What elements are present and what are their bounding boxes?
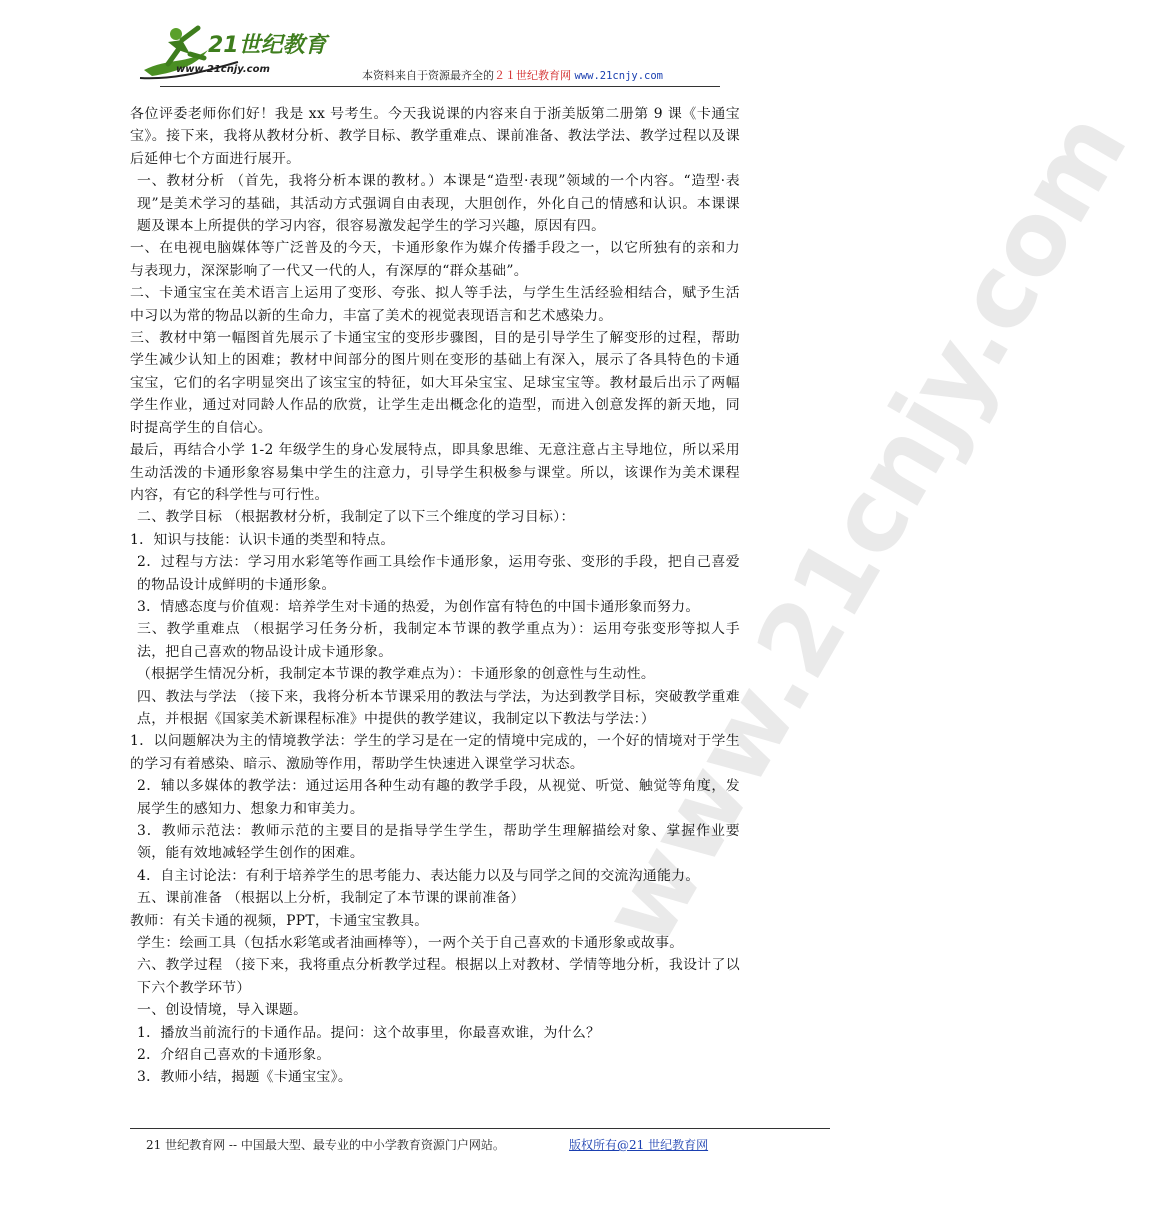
list-item: 1．知识与技能：认识卡通的类型和特点。 xyxy=(130,531,395,548)
subsection-heading: 一、创设情境，导入课题。 xyxy=(137,1002,308,1019)
header-divider xyxy=(160,86,720,87)
paragraph: 最后，再结合小学 1-2 年级学生的身心发展特点，即具象思维、无意注意占主导地位，所以采用生动活泼的卡通形象容易集中学生的注意力，引导学生积极参与课堂。所以，该课作为美术课程内容，有它的科学性与可行性。 xyxy=(130,442,740,503)
document-body xyxy=(130,103,740,1089)
paragraph: 一、在电视电脑媒体等广泛普及的今天，卡通形象作为媒介传播手段之一，以它所独有的亲和力与表现力，深深影响了一代又一代的人，有深厚的“群众基础”。 xyxy=(130,240,740,279)
header-source-note xyxy=(362,67,663,83)
source-note-prefix: 本资料来自于资源最齐全的 xyxy=(362,69,494,82)
list-item: 2．过程与方法：学习用水彩笔等作画工具绘作卡通形象，运用夸张、变形的手段，把自己喜爱的物品设计成鲜明的卡通形象。 xyxy=(137,554,740,593)
paragraph: 教师：有关卡通的视频，PPT，卡通宝宝教具。 xyxy=(130,912,429,929)
section-heading-paragraph: 一、教材分析 （首先，我将分析本课的教材。）本课是“造型·表现”领域的一个内容。“造型·表现”是美术学习的基础，其活动方式强调自由表现，大胆创作，外化自己的情感和认识。本课课题及课本上所提供的学习内容，很容易激发起学生的学习兴趣，原因有四。 xyxy=(137,173,740,235)
page-header xyxy=(0,0,860,90)
paragraph: 三、教材中第一幅图首先展示了卡通宝宝的变形步骤图，目的是引导学生了解变形的过程，帮助学生减少认知上的困难；教材中间部分的图片则在变形的基础上有深入，展示了各具特色的卡通宝宝，它们的名字明显突出了该宝宝的特征，如大耳朵宝宝、足球宝宝等。教材最后出示了两幅学生作业，通过对同龄人作品的欣赏，让学生走出概念化的造型，而进入创意发挥的新天地，同时提高学生的自信心。 xyxy=(130,330,740,436)
section-heading-paragraph: 二、教学目标 （根据教材分析，我制定了以下三个维度的学习目标）： xyxy=(137,509,575,526)
list-item: 1．播放当前流行的卡通作品。提问：这个故事里，你最喜欢谁，为什么？ xyxy=(137,1024,601,1041)
list-item: 2．辅以多媒体的教学法：通过运用各种生动有趣的教学手段，从视觉、听觉、触觉等角度，发展学生的感知力、想象力和审美力。 xyxy=(137,778,740,817)
list-item: 1．以问题解决为主的情境教学法：学生的学习是在一定的情境中完成的，一个好的情境对于学生的学习有着感染、暗示、激励等作用，帮助学生快速进入课堂学习状态。 xyxy=(130,733,740,772)
list-item: 3．教师小结，揭题《卡通宝宝》。 xyxy=(137,1069,353,1086)
list-item: 2．介绍自己喜欢的卡通形象。 xyxy=(137,1047,331,1064)
watermark: www.21cnjy.com xyxy=(579,92,1150,965)
list-item: 4．自主讨论法：有利于培养学生的思考能力、表达能力以及与同学之间的交流沟通能力。 xyxy=(137,867,700,884)
footer-site-description: 21 世纪教育网 -- 中国最大型、最专业的中小学教育资源门户网站。 xyxy=(146,1138,505,1152)
footer-divider xyxy=(130,1128,830,1129)
logo-wordmark: 21世纪教育 xyxy=(208,33,327,58)
footer-copyright-link[interactable]: 版权所有@21 世纪教育网 xyxy=(569,1138,709,1152)
logo-url: www.21cnjy.com xyxy=(176,64,270,75)
list-item: 3．教师示范法：教师示范的主要目的是指导学生学生，帮助学生理解描绘对象、掌握作业要领，能有效地减轻学生创作的困难。 xyxy=(137,823,740,862)
source-site-url[interactable]: www.21cnjy.com xyxy=(574,70,664,82)
section-heading-paragraph: 三、教学重难点 （根据学习任务分析，我制定本节课的教学重点为）：运用夸张变形等拟人手法，把自己喜欢的物品设计成卡通形象。 xyxy=(137,621,740,660)
paragraph: （根据学生情况分析，我制定本节课的教学难点为）：卡通形象的创意性与生动性。 xyxy=(137,666,656,683)
section-heading-paragraph: 五、课前准备 （根据以上分析，我制定了本节课的课前准备） xyxy=(137,890,525,907)
section-heading-paragraph: 四、教法与学法 （接下来，我将分析本节课采用的教法与学法，为达到教学目标，突破教学重难点，并根据《国家美术新课程标准》中提供的教学建议，我制定以下教法与学法：） xyxy=(137,688,740,727)
paragraph: 学生：绘画工具（包括水彩笔或者油画棒等），一两个关于自己喜欢的卡通形象或故事。 xyxy=(137,935,684,952)
paragraph: 各位评委老师你们好！我是 xx 号考生。今天我说课的内容来自于浙美版第二册第 9 课《卡通宝宝》。接下来，我将从教材分析、教学目标、教学重难点、课前准备、教法学法、教学过程以及课后延伸七个方面进行展开。 xyxy=(130,106,740,167)
list-item: 3．情感态度与价值观：培养学生对卡通的热爱，为创作富有特色的中国卡通形象而努力。 xyxy=(137,598,700,615)
paragraph: 二、卡通宝宝在美术语言上运用了变形、夸张、拟人等手法，与学生生活经验相结合，赋予生活中习以为常的物品以新的生命力，丰富了美术的视觉表现语言和艺术感染力。 xyxy=(130,285,740,324)
source-site-name[interactable]: ２１世纪教育网 xyxy=(494,69,571,82)
section-heading-paragraph: 六、教学过程 （接下来，我将重点分析教学过程。根据以上对教材、学情等地分析，我设计了以下六个教学环节） xyxy=(137,957,740,996)
